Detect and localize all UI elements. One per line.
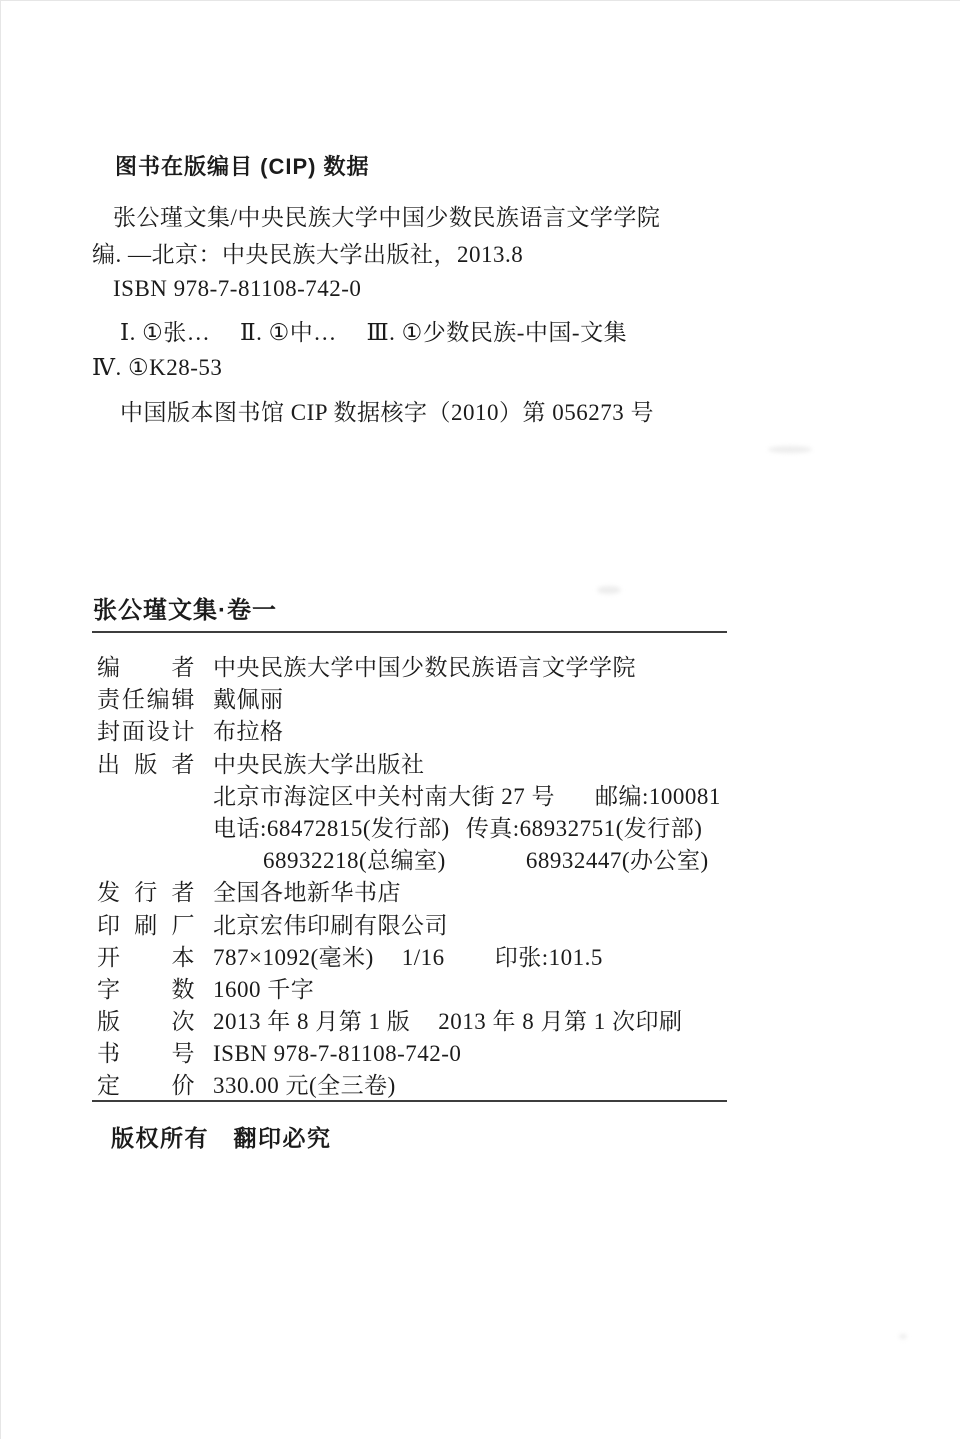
row-label: 书号 bbox=[97, 1041, 195, 1067]
table-row-printer bbox=[97, 910, 757, 942]
table-row-publisher-address bbox=[97, 781, 757, 813]
table-row-isbn bbox=[97, 1038, 757, 1070]
table-row-editor bbox=[97, 652, 757, 684]
cip-classification-line2: Ⅳ. ①K28-53 bbox=[92, 355, 223, 380]
publisher-phone-editorial: 68932218(总编室) bbox=[263, 848, 446, 874]
copyright-notice: 版权所有 翻印必究 bbox=[111, 1125, 332, 1151]
row-value: 全国各地新华书店 bbox=[213, 880, 401, 906]
table-row-format bbox=[97, 942, 757, 974]
publisher-fax: 传真:68932751(发行部) bbox=[465, 815, 703, 841]
row-label: 发行者 bbox=[97, 880, 195, 906]
divider-top bbox=[92, 631, 727, 633]
publisher-postcode: 邮编:100081 bbox=[595, 783, 721, 809]
row-label: 印刷厂 bbox=[97, 912, 195, 938]
cip-registration-notice: 中国版本图书馆 CIP 数据核字（2010）第 056273 号 bbox=[120, 400, 654, 425]
row-value: 戴佩丽 bbox=[213, 687, 284, 713]
format-sheets: 印张:101.5 bbox=[494, 944, 603, 970]
printing-info: 2013 年 8 月第 1 次印刷 bbox=[438, 1009, 683, 1035]
table-row-publisher-phone2 bbox=[97, 845, 757, 877]
row-label: 定价 bbox=[97, 1073, 195, 1099]
table-row-cover-design bbox=[97, 716, 757, 748]
format-fraction: 1/16 bbox=[401, 944, 445, 970]
publisher-phone: 电话:68472815(发行部) bbox=[213, 815, 450, 841]
publisher-phone-office: 68932447(办公室) bbox=[525, 848, 709, 874]
table-row-price bbox=[97, 1070, 757, 1102]
divider-bottom bbox=[92, 1100, 727, 1102]
format-size: 787×1092(毫米) bbox=[213, 944, 374, 970]
edition-info: 2013 年 8 月第 1 版 bbox=[213, 1009, 411, 1035]
colophon-table bbox=[97, 652, 757, 1103]
cip-entry-line2: 编. —北京：中央民族大学出版社，2013.8 bbox=[92, 242, 524, 267]
scan-artifact bbox=[768, 446, 812, 453]
table-row-distributor bbox=[97, 877, 757, 909]
row-label: 编者 bbox=[97, 655, 195, 680]
publisher-address: 北京市海淀区中关村南大街 27 号 bbox=[213, 783, 555, 809]
cip-entry-isbn: ISBN 978-7-81108-742-0 bbox=[113, 276, 362, 301]
row-label: 字数 bbox=[97, 976, 195, 1002]
table-row-publisher bbox=[97, 749, 757, 781]
cip-classification-line1: Ⅰ. ①张… Ⅱ. ①中… Ⅲ. ①少数民族-中国-文集 bbox=[120, 320, 628, 345]
table-row-publisher-phone bbox=[97, 813, 757, 845]
row-value: 中央民族大学中国少数民族语言文学学院 bbox=[213, 655, 636, 680]
row-value: 北京宏伟印刷有限公司 bbox=[213, 912, 448, 938]
row-value: ISBN 978-7-81108-742-0 bbox=[213, 1041, 462, 1067]
row-label: 封面设计 bbox=[97, 719, 195, 745]
cip-entry-line1: 张公瑾文集/中央民族大学中国少数民族语言文学学院 bbox=[113, 205, 661, 230]
book-title: 张公瑾文集·卷一 bbox=[93, 597, 277, 624]
scan-artifact bbox=[899, 1334, 907, 1339]
row-label: 开本 bbox=[97, 944, 195, 970]
row-label: 责任编辑 bbox=[97, 687, 195, 713]
row-value: 布拉格 bbox=[213, 719, 284, 745]
table-row-edition bbox=[97, 1006, 757, 1038]
table-row-managing-editor bbox=[97, 684, 757, 716]
row-value: 1600 千字 bbox=[213, 976, 315, 1002]
scan-artifact bbox=[597, 586, 621, 594]
row-value: 330.00 元(全三卷) bbox=[213, 1073, 396, 1099]
cip-header: 图书在版编目 (CIP) 数据 bbox=[115, 154, 370, 179]
row-label: 出版者 bbox=[97, 751, 195, 777]
row-label: 版次 bbox=[97, 1009, 195, 1035]
row-value: 中央民族大学出版社 bbox=[213, 751, 425, 777]
table-row-word-count bbox=[97, 974, 757, 1006]
